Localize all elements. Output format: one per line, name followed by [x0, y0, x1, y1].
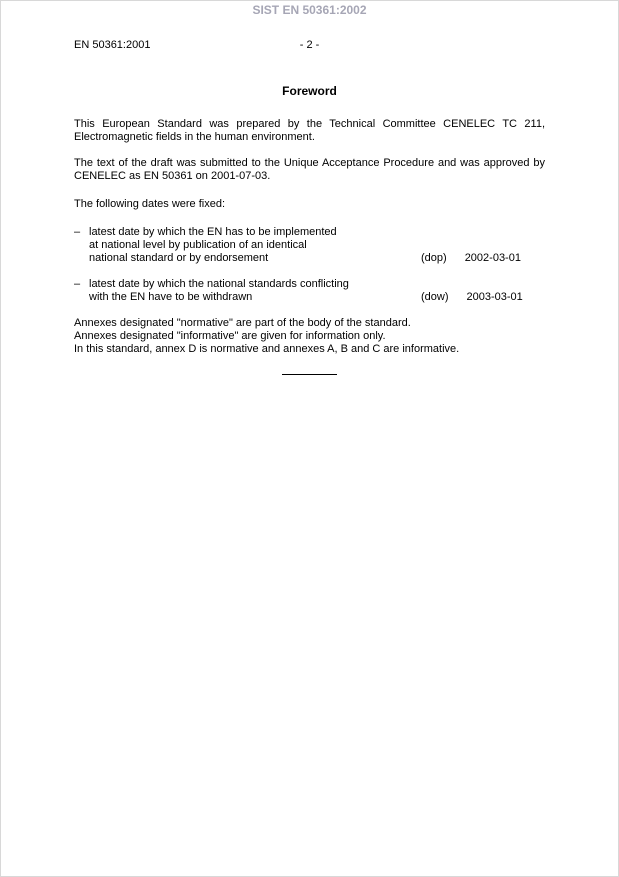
date-value: 2003-03-01 — [466, 291, 523, 303]
section-divider-rule — [282, 374, 337, 375]
date-line: national standard or by endorsement — [89, 252, 269, 264]
date-item-dop — [74, 226, 545, 265]
date-line: latest date by which the national standards conflicting — [89, 278, 349, 290]
annex-line: Annexes designated "normative" are part of the body of the standard. — [74, 317, 411, 329]
date-item-dow — [74, 278, 545, 304]
date-line: at national level by publication of an identical — [89, 239, 307, 251]
page-content — [1, 85, 618, 375]
standard-reference: EN 50361:2001 — [74, 39, 151, 51]
date-abbr: (dop) — [421, 252, 447, 264]
paragraph-2: The text of the draft was submitted to the Unique Acceptance Procedure and was approved by CENELEC as EN 50361 on 2001-07-03. — [74, 157, 545, 182]
page-header — [1, 39, 618, 52]
annex-notes — [74, 317, 545, 356]
annex-line: Annexes designated "informative" are given for information only. — [74, 330, 386, 342]
page-title: Foreword — [282, 84, 337, 98]
page-number: - 2 - — [299, 39, 320, 51]
dash-marker: – — [74, 226, 81, 238]
date-right-dop — [421, 252, 521, 265]
date-line: with the EN have to be withdrawn — [89, 291, 253, 303]
date-value: 2002-03-01 — [464, 252, 521, 264]
annex-line: In this standard, annex D is normative and annexes A, B and C are informative. — [74, 343, 460, 355]
dates-intro: The following dates were fixed: — [74, 198, 226, 210]
date-right-dow — [421, 291, 523, 304]
date-line: latest date by which the EN has to be implemented — [89, 226, 337, 238]
watermark: SIST EN 50361:2002 — [252, 3, 367, 17]
paragraph-1: This European Standard was prepared by the Technical Committee CENELEC TC 211, Electromagnetic fields in the human environment. — [74, 118, 545, 143]
dash-marker: – — [74, 278, 81, 290]
date-abbr: (dow) — [421, 291, 449, 303]
